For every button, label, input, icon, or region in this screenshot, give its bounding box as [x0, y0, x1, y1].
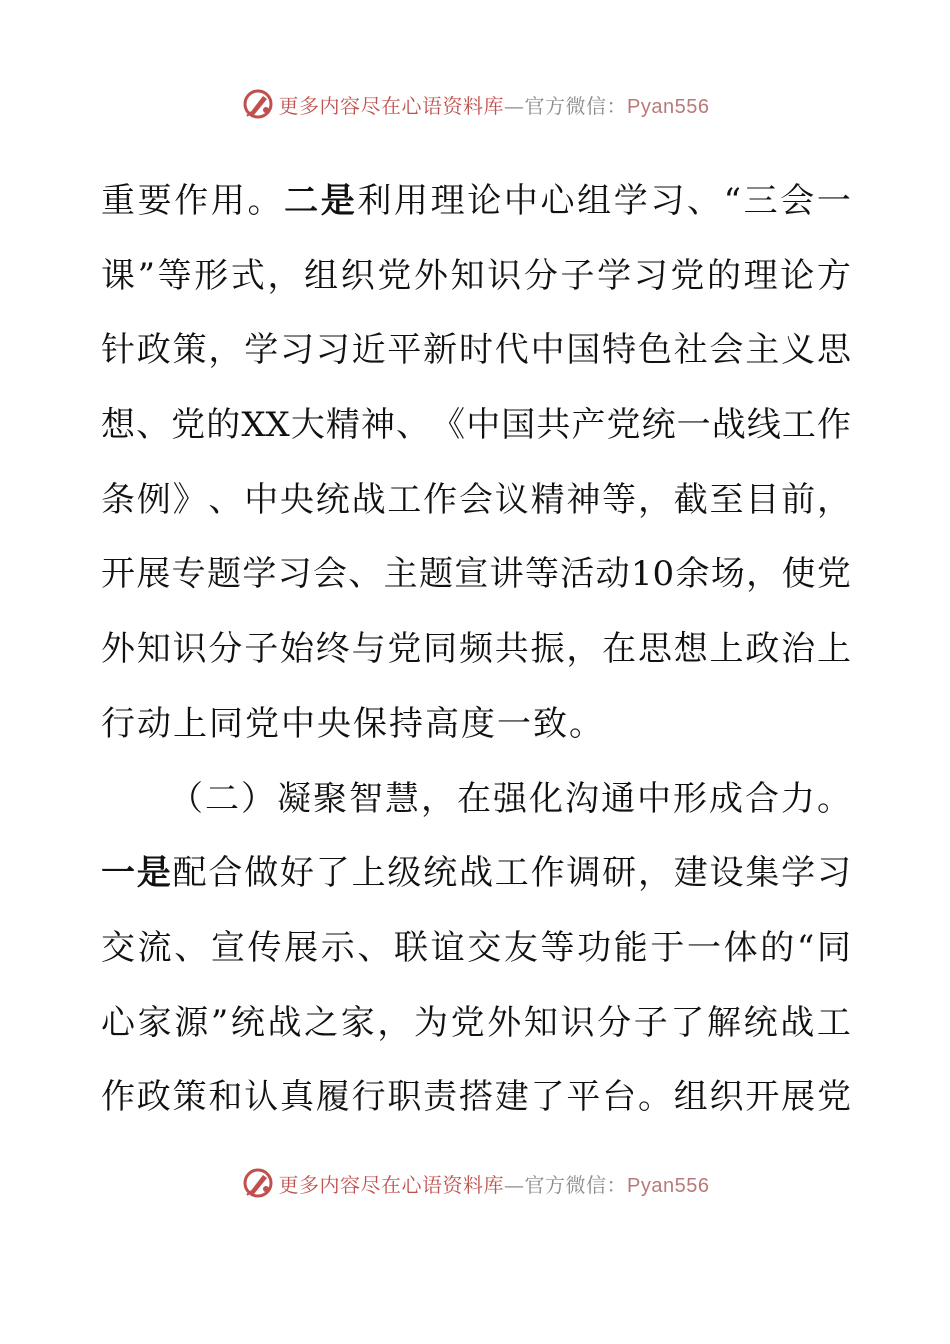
text-char: 之 [304, 1002, 339, 1043]
text-char: XX [241, 405, 290, 446]
text-char: 统 [743, 1002, 778, 1043]
text-char: 党 [171, 405, 206, 446]
text-char: ， [267, 255, 302, 296]
text-char: 会 [709, 330, 744, 371]
text-char: 学 [244, 330, 279, 371]
text-char: 搭 [458, 1077, 493, 1118]
text-char: 论 [780, 255, 815, 296]
text-char: 统 [423, 853, 458, 894]
text-char: 治 [781, 629, 816, 670]
bold-lead-char: 二 [284, 181, 319, 221]
text-char: 合 [745, 778, 779, 819]
text-char: 在 [457, 778, 491, 819]
text-char: 强 [493, 778, 527, 819]
text-char: 源 [174, 1002, 209, 1043]
text-line [101, 463, 851, 538]
text-char: 外 [487, 1002, 522, 1043]
text-char: 分 [597, 1002, 632, 1043]
text-char: 中 [530, 330, 565, 371]
text-line [101, 1060, 851, 1135]
text-char: 成 [709, 778, 743, 819]
text-char: 论 [467, 181, 502, 221]
text-char: 流 [137, 927, 172, 968]
text-char: 题 [206, 554, 241, 595]
text-char: 大 [290, 405, 325, 446]
text-char: 心 [101, 1002, 135, 1043]
text-char: 分 [523, 255, 558, 296]
text-char: 议 [494, 479, 529, 520]
watermark-id: Pyan556 [627, 95, 710, 118]
text-char: 方 [816, 255, 851, 296]
text-char: 三 [743, 181, 778, 221]
text-char: 终 [315, 629, 350, 670]
text-char: 开 [745, 1077, 780, 1118]
pen-logo-icon [241, 87, 275, 121]
text-char: ， [208, 330, 243, 371]
document-body [101, 164, 851, 1135]
text-char: 理 [743, 255, 778, 296]
text-char: 思 [816, 330, 851, 371]
watermark-label: 官方微信： [524, 93, 628, 118]
text-char: 在 [602, 629, 637, 670]
text-char: 战 [711, 405, 746, 446]
text-char: 知 [450, 255, 485, 296]
text-char: 时 [458, 330, 493, 371]
text-char: 会 [458, 479, 493, 520]
text-char: 台 [602, 1077, 637, 1118]
text-char: 了 [530, 1077, 565, 1118]
text-char: “ [796, 927, 815, 968]
text-char: 作 [816, 405, 851, 446]
text-char: 配 [172, 853, 207, 894]
text-char: 会 [312, 554, 347, 595]
text-char: 色 [637, 330, 672, 371]
text-char: 使 [781, 554, 816, 595]
text-char: 作 [174, 181, 209, 221]
text-char: 中 [244, 479, 279, 520]
text-char: 联 [394, 927, 428, 968]
text-char: 子 [560, 255, 595, 296]
text-char: 习 [279, 330, 314, 371]
text-char: 通 [601, 778, 635, 819]
text-char: 工 [494, 853, 529, 894]
text-char: 党 [377, 255, 412, 296]
text-char: ， [421, 778, 455, 819]
watermark-main: 更多内容尽在心语资料库 [278, 1172, 505, 1197]
text-char: 始 [279, 629, 314, 670]
text-char: 与 [351, 629, 386, 670]
text-char: 党 [670, 255, 705, 296]
text-char: 组 [577, 181, 612, 221]
text-char: 截 [673, 479, 708, 520]
text-char: 代 [494, 330, 529, 371]
text-char: 职 [387, 1077, 422, 1118]
text-char: 智 [349, 778, 383, 819]
text-char: 。 [247, 181, 282, 221]
text-char: 同 [423, 629, 458, 670]
text-char: 展 [781, 1077, 816, 1118]
text-char: 统 [315, 479, 350, 520]
watermark-text [279, 90, 710, 119]
text-char: 慧 [385, 778, 419, 819]
text-char: 策 [172, 330, 207, 371]
text-char: 策 [172, 1077, 207, 1118]
text-char: 习 [650, 181, 685, 221]
text-char: 讲 [489, 554, 524, 595]
text-char: 党 [816, 554, 851, 595]
text-char: 余 [675, 554, 710, 595]
text-char: 责 [423, 1077, 458, 1118]
text-char: 线 [746, 405, 781, 446]
text-char: 解 [707, 1002, 742, 1043]
text-char: 习 [816, 853, 851, 894]
text-char: 宣 [454, 554, 489, 595]
text-char: 习 [315, 330, 350, 371]
text-char: 聚 [313, 778, 347, 819]
text-char: 、 [208, 479, 243, 520]
text-char: 识 [487, 255, 522, 296]
text-char: 活 [560, 554, 595, 595]
text-char: 前 [781, 479, 816, 520]
text-char: 展 [136, 554, 171, 595]
text-char: “ [723, 181, 742, 221]
text-char: 战 [267, 1002, 302, 1043]
text-line [101, 836, 851, 911]
text-char: 好 [279, 853, 314, 894]
text-char: 传 [247, 927, 282, 968]
text-char: 织 [340, 255, 375, 296]
text-char: 建 [494, 1077, 529, 1118]
text-char: ， [637, 479, 672, 520]
text-char: 学 [597, 255, 632, 296]
text-line [101, 687, 851, 762]
text-char: 、 [174, 927, 209, 968]
text-char: 习 [633, 255, 668, 296]
text-char: 国 [501, 405, 536, 446]
text-char: 家 [340, 1002, 375, 1043]
text-char: 作 [423, 479, 458, 520]
text-char: 建 [673, 853, 708, 894]
text-char: 。 [817, 778, 851, 819]
text-line [101, 537, 851, 612]
text-char: 统 [230, 1002, 265, 1043]
text-char: 平 [387, 330, 422, 371]
text-char: 学 [781, 853, 816, 894]
text-char: 心 [540, 181, 575, 221]
text-char: 、 [136, 405, 171, 446]
text-char: 交 [467, 927, 502, 968]
watermark-dash: — [504, 1172, 525, 1197]
text-char: 动 [595, 554, 630, 595]
text-char: 国 [566, 330, 601, 371]
text-char: 形 [673, 778, 707, 819]
text-char: 频 [458, 629, 493, 670]
text-char: ， [816, 479, 851, 520]
text-char: 子 [633, 1002, 668, 1043]
text-line [101, 313, 851, 388]
text-char: 场 [710, 554, 745, 595]
text-char: 特 [602, 330, 637, 371]
text-char: 至 [709, 479, 744, 520]
text-char: 谊 [430, 927, 465, 968]
text-char: 设 [709, 853, 744, 894]
text-char: 作 [530, 853, 565, 894]
text-char: 功 [577, 927, 612, 968]
text-char: 神 [360, 405, 395, 446]
text-char: 战 [780, 1002, 815, 1043]
text-char: 力 [781, 778, 815, 819]
text-char: 中 [637, 778, 671, 819]
text-char: ” [210, 1002, 229, 1043]
text-char: 党 [606, 405, 641, 446]
text-char: 集 [745, 853, 780, 894]
watermark-label: 官方微信： [524, 1172, 628, 1197]
bold-lead-char: 是 [320, 181, 355, 221]
text-char: 形 [194, 255, 229, 296]
text-char: 家 [137, 1002, 172, 1043]
text-char: 政 [136, 330, 171, 371]
text-char: 课 [101, 255, 135, 296]
text-char: 知 [523, 1002, 558, 1043]
text-char: 能 [613, 927, 648, 968]
text-char: 等 [524, 554, 559, 595]
footer-watermark [0, 1163, 950, 1203]
text-char: 做 [244, 853, 279, 894]
text-char: 等 [602, 479, 637, 520]
text-char: 》 [172, 479, 207, 520]
text-char: 外 [101, 629, 135, 670]
text-char: 的 [707, 255, 742, 296]
text-line [101, 762, 851, 837]
text-char: 的 [760, 927, 795, 968]
text-char: 同 [816, 927, 851, 968]
text-char: 统 [641, 405, 676, 446]
text-char: 新 [423, 330, 458, 371]
text-char: 体 [723, 927, 758, 968]
text-char: 工 [387, 479, 422, 520]
text-char: 要 [137, 181, 172, 221]
text-char: 主 [745, 330, 780, 371]
text-char: 于 [650, 927, 685, 968]
text-char: 题 [418, 554, 453, 595]
text-char: 共 [536, 405, 571, 446]
text-char: 央 [279, 479, 314, 520]
text-char: 知 [136, 629, 171, 670]
text-char: 用 [210, 181, 245, 221]
text-char: 调 [566, 853, 601, 894]
text-char: 想 [673, 629, 708, 670]
text-char: 党 [816, 1077, 851, 1118]
text-char: ， [566, 629, 601, 670]
text-char: 真 [279, 1077, 314, 1118]
text-char: 工 [816, 1002, 851, 1043]
text-char: 展 [284, 927, 319, 968]
text-char: 组 [304, 255, 339, 296]
text-char: 交 [101, 927, 135, 968]
text-char: 组 [673, 1077, 708, 1118]
text-char: 利 [357, 181, 392, 221]
text-run: 行动上同党中央保持高度一致。 [101, 703, 605, 744]
header-watermark [0, 84, 950, 124]
text-char: 、 [348, 554, 383, 595]
text-line [101, 164, 851, 239]
text-char: ， [746, 554, 781, 595]
text-char: 合 [208, 853, 243, 894]
text-char: 中 [503, 181, 538, 221]
text-char: 神 [566, 479, 601, 520]
text-char: 二 [205, 778, 239, 819]
text-char: 政 [136, 1077, 171, 1118]
text-char: 了 [315, 853, 350, 894]
text-char: 思 [637, 629, 672, 670]
text-char: 级 [387, 853, 422, 894]
text-line [101, 388, 851, 463]
text-char: 义 [781, 330, 816, 371]
text-char: 例 [136, 479, 171, 520]
text-char: 等 [157, 255, 192, 296]
text-char: 针 [101, 330, 135, 371]
text-char: 的 [206, 405, 241, 446]
text-char: 上 [816, 629, 851, 670]
text-char: 一 [687, 927, 721, 968]
text-line [101, 986, 851, 1061]
text-char: 理 [430, 181, 465, 221]
bold-lead-char: 是 [136, 853, 171, 894]
watermark-text [279, 1169, 710, 1198]
text-char: 《 [431, 405, 466, 446]
text-char: 分 [208, 629, 243, 670]
text-char: 、 [357, 927, 392, 968]
text-char: 目 [745, 479, 780, 520]
text-char: 上 [351, 853, 386, 894]
text-char: 了 [670, 1002, 705, 1043]
bold-lead-char: 一 [101, 853, 135, 894]
text-char: 党 [450, 1002, 485, 1043]
text-char: 上 [709, 629, 744, 670]
text-char: 式 [230, 255, 265, 296]
text-char: 作 [101, 1077, 135, 1118]
text-char: （ [169, 778, 203, 819]
text-char: 友 [503, 927, 538, 968]
text-char: 和 [208, 1077, 243, 1118]
text-char: 学 [613, 181, 648, 221]
text-char: 识 [172, 629, 207, 670]
text-char: 。 [637, 1077, 672, 1118]
text-char: ） [241, 778, 275, 819]
text-char: 想 [101, 405, 135, 446]
text-line [101, 612, 851, 687]
watermark-id: Pyan556 [627, 1174, 710, 1197]
pen-logo-icon [241, 1166, 275, 1200]
text-char: 产 [571, 405, 606, 446]
text-char: 精 [325, 405, 360, 446]
text-char: 重 [101, 181, 135, 221]
text-char: 认 [244, 1077, 279, 1118]
text-char: 为 [414, 1002, 449, 1043]
watermark-main: 更多内容尽在心语资料库 [278, 93, 505, 118]
text-char: 等 [540, 927, 575, 968]
text-char: 党 [387, 629, 422, 670]
text-char: 精 [530, 479, 565, 520]
text-char: 工 [781, 405, 816, 446]
text-char: 条 [101, 479, 135, 520]
text-char: 开 [101, 554, 135, 595]
text-char: 会 [780, 181, 815, 221]
text-char: 外 [414, 255, 449, 296]
text-char: 战 [351, 479, 386, 520]
text-char: 习 [277, 554, 312, 595]
text-char: 、 [396, 405, 431, 446]
text-char: 研 [602, 853, 637, 894]
text-char: 政 [745, 629, 780, 670]
text-char: 一 [816, 181, 851, 221]
text-char: 战 [458, 853, 493, 894]
text-char: 中 [466, 405, 501, 446]
text-char: 行 [351, 1077, 386, 1118]
text-line [101, 239, 851, 314]
text-line [101, 911, 851, 986]
text-char: 织 [709, 1077, 744, 1118]
text-char: 凝 [277, 778, 311, 819]
text-char: 沟 [565, 778, 599, 819]
text-char: 示 [320, 927, 355, 968]
text-char: ” [137, 255, 156, 296]
text-char: ， [377, 1002, 412, 1043]
text-char: 学 [242, 554, 277, 595]
watermark-dash: — [504, 93, 525, 118]
text-char: 振 [530, 629, 565, 670]
text-char: 10 [630, 554, 675, 595]
text-char: 履 [315, 1077, 350, 1118]
text-char: ， [637, 853, 672, 894]
text-char: 一 [676, 405, 711, 446]
text-char: 近 [351, 330, 386, 371]
text-char: 化 [529, 778, 563, 819]
text-char: 社 [673, 330, 708, 371]
text-char: 平 [566, 1077, 601, 1118]
text-char: 、 [687, 181, 721, 221]
text-char: 主 [383, 554, 418, 595]
text-char: 共 [494, 629, 529, 670]
text-char: 识 [560, 1002, 595, 1043]
text-char: 子 [244, 629, 279, 670]
text-char: 专 [171, 554, 206, 595]
text-char: 宣 [210, 927, 245, 968]
text-char: 用 [394, 181, 428, 221]
